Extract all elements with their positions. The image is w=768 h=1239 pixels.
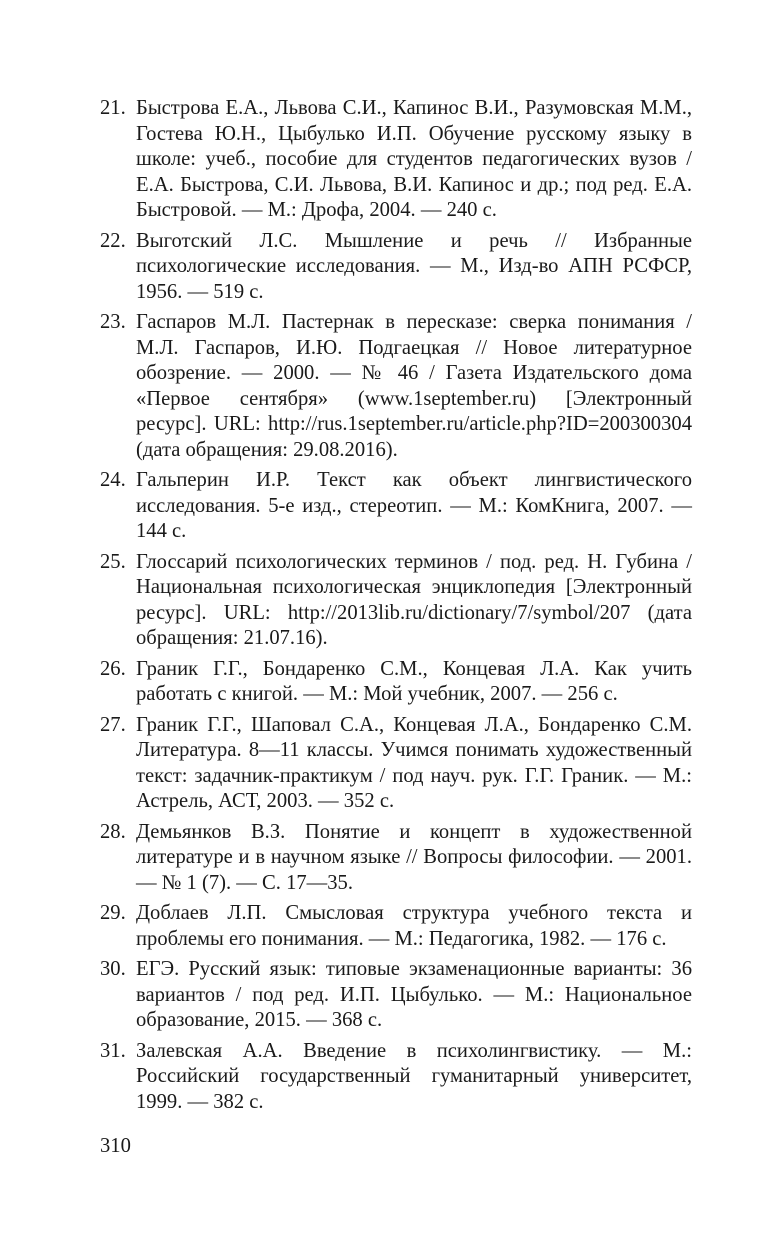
bibliography-entry (100, 820, 692, 897)
entry-text: Залевская А.А. Введение в психолингвистику. — М.: Российский государственный гуманитарный университет, 1999. — 382 с. (136, 1039, 692, 1113)
entry-text: Доблаев Л.П. Смысловая структура учебного текста и проблемы его понимания. — М.: Педагогика, 1982. — 176 с. (136, 902, 692, 950)
entry-number: 26. (100, 657, 126, 680)
bibliography-entry (100, 468, 692, 545)
entry-number: 27. (100, 713, 126, 736)
entry-number: 29. (100, 902, 126, 924)
bibliography-entry (100, 657, 692, 708)
page-number: 310 (100, 1135, 131, 1157)
bibliography-entry (100, 229, 692, 306)
entry-text: ЕГЭ. Русский язык: типовые экзаменационные варианты: 36 вариантов / под ред. И.П. Цыбулько. — М.: Национальное образование, 2015. — 368 с. (136, 958, 692, 1031)
bibliography-entry (100, 96, 692, 224)
entry-number: 28. (100, 820, 126, 843)
entry-number: 23. (100, 311, 126, 333)
bibliography-entry (100, 957, 692, 1034)
entry-text: Гальперин И.Р. Текст как объект лингвистического исследования. 5-е изд., стереотип. — М.: КомКнига, 2007. — 144 с. (136, 469, 692, 542)
bibliography-entry (100, 901, 692, 952)
bibliography-entry (100, 310, 692, 463)
entry-text: Глоссарий психологических терминов / под. ред. Н. Губина / Национальная психологическая энциклопедия [Электронный ресурс]. URL: http://2013lib.ru/dictionary/7/symbol/207 (дата обращения: 21.07.16). (136, 550, 692, 649)
entry-number: 25. (100, 550, 126, 573)
bibliography-list (100, 96, 692, 1120)
bibliography-entry (100, 713, 692, 815)
entry-number: 21. (100, 97, 126, 119)
entry-number: 30. (100, 958, 126, 980)
entry-text: Граник Г.Г., Шаповал С.А., Концевая Л.А., Бондаренко С.М. Литература. 8—11 классы. Учимся понимать художественный текст: задачник-практикум / под науч. рук. Г.Г. Граник. — М.: Астрель, АСТ, 2003. — 352 с. (136, 713, 692, 812)
entry-number: 22. (100, 229, 126, 252)
entry-text: Выготский Л.С. Мышление и речь // Избранные психологические исследования. — М., Изд-во АПН РСФСР, 1956. — 519 с. (136, 229, 692, 303)
entry-number: 31. (100, 1039, 126, 1062)
bibliography-entry (100, 1039, 692, 1116)
entry-number: 24. (100, 469, 126, 491)
entry-text: Быстрова Е.А., Львова С.И., Капинос В.И., Разумовская М.М., Гостева Ю.Н., Цыбулько И.П. Обучение русскому языку в школе: учеб., пособие для студентов педагогических вузов / Е.А. Быстрова, С.И. Львова, В.И. Капинос и др.; под ред. Е.А. Быстровой. — М.: Дрофа, 2004. — 240 с. (136, 97, 692, 221)
entry-text: Граник Г.Г., Бондаренко С.М., Концевая Л.А. Как учить работать с книгой. — М.: Мой учебник, 2007. — 256 с. (136, 657, 692, 705)
entry-text: Гаспаров М.Л. Пастернак в пересказе: сверка понимания / М.Л. Гаспаров, И.Ю. Подгаецкая // Новое литературное обозрение. — 2000. — № 46 / Газета Издательского дома «Первое сентября» (www.1september.ru) [Электронный ресурс]. URL: http://rus.1september.ru/article.php?ID=200300304 (дата обращения: 29.08.2016). (136, 311, 692, 461)
bibliography-entry (100, 550, 692, 652)
entry-text: Демьянков В.З. Понятие и концепт в художественной литературе и в научном языке // Вопросы философии. — 2001. — № 1 (7). — С. 17—35. (136, 820, 692, 894)
